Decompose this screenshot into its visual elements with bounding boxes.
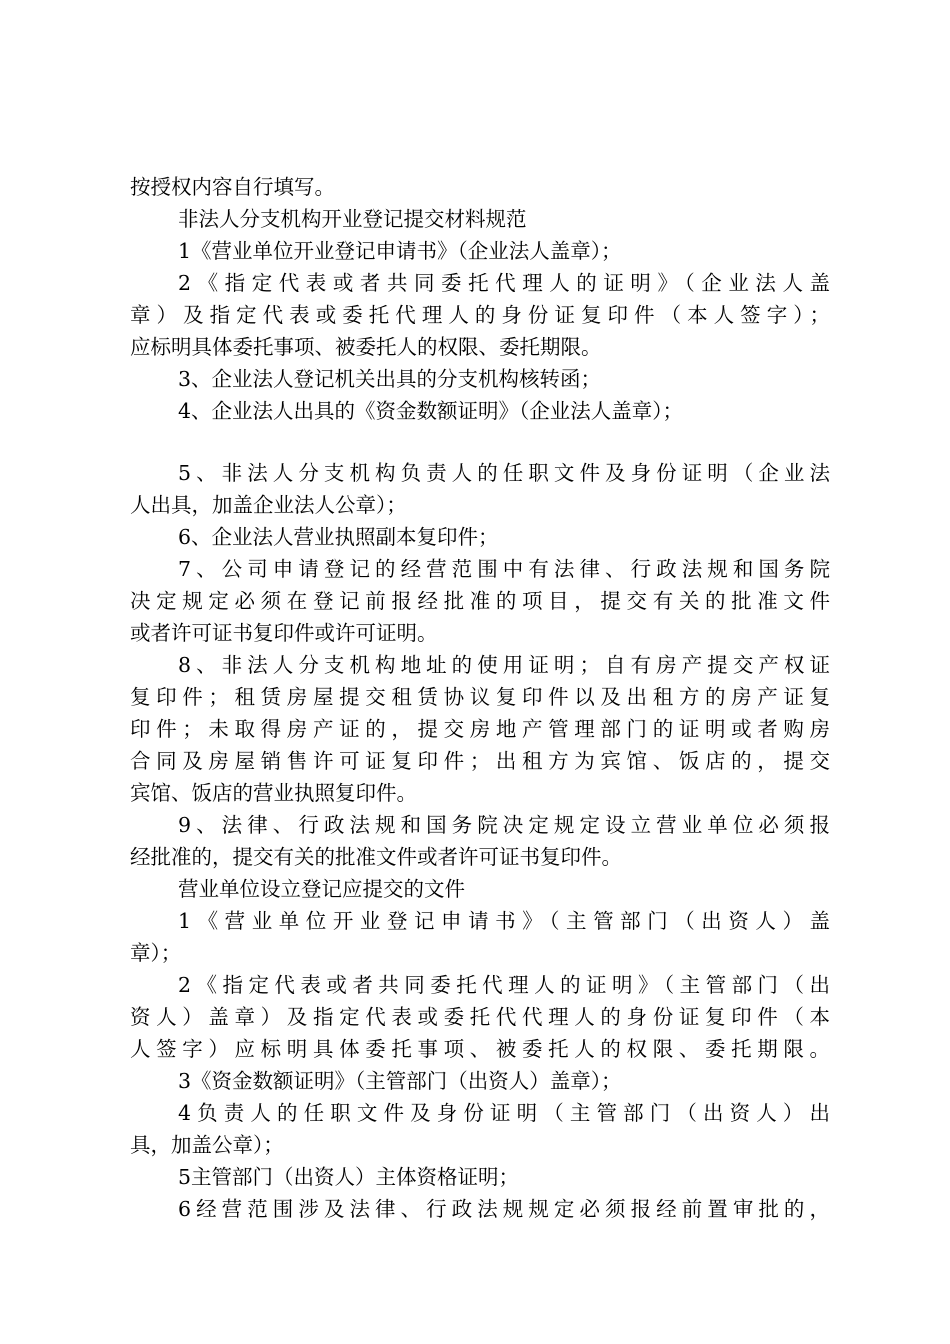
text-line: 4、企业法人出具的《资金数额证明》（企业法人盖章）； (178, 399, 684, 423)
text-line: 6、企业法人营业执照副本复印件； (178, 525, 499, 549)
text-line: 人签字）应标明具体委托事项、被委托人的权限、委托期限。 (130, 1037, 830, 1061)
text-line: 5主管部门（出资人）主体资格证明； (178, 1165, 520, 1189)
text-line: 8、非法人分支机构地址的使用证明；自有房产提交产权证 (178, 653, 830, 677)
text-line: 4负责人的任职文件及身份证明（主管部门（出资人）出 (178, 1101, 830, 1125)
text-line: 印件；未取得房产证的，提交房地产管理部门的证明或者购房 (130, 717, 830, 741)
text-line: 章）； (130, 941, 182, 965)
text-line: 合同及房屋销售许可证复印件；出租方为宾馆、饭店的，提交 (130, 749, 830, 773)
text-line: 应标明具体委托事项、被委托人的权限、委托期限。 (130, 335, 602, 359)
text-line: 6经营范围涉及法律、行政法规规定必须报经前置审批的， (178, 1197, 830, 1221)
text-line: 或者许可证书复印件或许可证明。 (130, 621, 438, 645)
text-line: 资人）盖章）及指定代表或委托代代理人的身份证复印件（本 (130, 1005, 830, 1029)
text-line: 营业单位设立登记应提交的文件 (178, 877, 465, 901)
text-line: 非法人分支机构开业登记提交材料规范 (178, 207, 527, 231)
text-line: 3、企业法人登记机关出具的分支机构核转函； (178, 367, 602, 391)
text-line: 章）及指定代表或委托代理人的身份证复印件（本人签字）； (130, 303, 830, 327)
text-line: 1《营业单位开业登记申请书》（主管部门（出资人）盖 (178, 909, 830, 933)
text-line: 2《指定代表或者共同委托代理人的证明》（企业法人盖 (178, 271, 830, 295)
text-line: 按授权内容自行填写。 (130, 175, 335, 199)
text-line: 具，加盖公章）； (130, 1133, 284, 1157)
text-line: 9、法律、行政法规和国务院决定规定设立营业单位必须报 (178, 813, 830, 837)
text-line: 3《资金数额证明》（主管部门（出资人）盖章）； (178, 1069, 622, 1093)
text-line: 5、非法人分支机构负责人的任职文件及身份证明（企业法 (178, 461, 830, 485)
text-line: 人出具，加盖企业法人公章）； (130, 493, 407, 517)
text-line: 2《指定代表或者共同委托代理人的证明》（主管部门（出 (178, 973, 830, 997)
text-line: 宾馆、饭店的营业执照复印件。 (130, 781, 417, 805)
text-line: 决定规定必须在登记前报经批准的项目，提交有关的批准文件 (130, 589, 830, 613)
text-line: 7、公司申请登记的经营范围中有法律、行政法规和国务院 (178, 557, 830, 581)
text-line: 经批准的，提交有关的批准文件或者许可证书复印件。 (130, 845, 622, 869)
document-body (130, 171, 830, 1225)
text-line: 1《营业单位开业登记申请书》（企业法人盖章）； (178, 239, 622, 263)
text-line: 复印件；租赁房屋提交租赁协议复印件以及出租方的房产证复 (130, 685, 830, 709)
